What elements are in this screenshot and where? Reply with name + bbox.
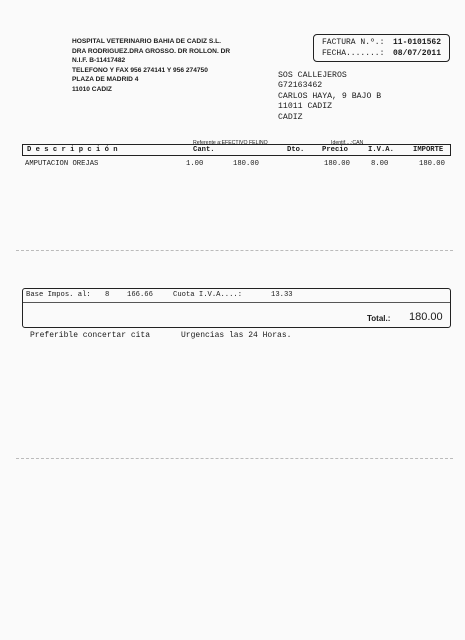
ident-value: CAN [352,140,364,146]
base-rate: 8 [105,291,110,299]
customer-street: CARLOS HAYA, 9 BAJO B [278,91,382,101]
hospital-address: PLAZA DE MADRID 4 [72,76,139,84]
customer-city-line: 11011 CADIZ [278,102,333,112]
row-cant: 1.00 [186,160,204,168]
header-dto: Dto. [287,146,305,154]
row-descripcion: AMPUTACION OREJAS [25,160,99,168]
reference-value: EFECTIVO FELINO [221,140,268,146]
footer-note-right: Urgencias las 24 Horas. [181,331,292,340]
customer-city: CADIZ [278,112,303,122]
row-iva: 8.00 [371,160,389,168]
cuota-label: Cuota I.V.A....: [173,291,243,299]
header-iva: I.V.A. [368,146,394,154]
hospital-doctors: DRA RODRIGUEZ.DRA GROSSO. DR ROLLON. DR [72,47,231,55]
table-row [22,160,451,170]
cuota-value: 13.33 [271,291,293,299]
customer-id: G72163462 [278,81,323,91]
customer-info [278,71,381,123]
separator-line [16,458,453,459]
header-precio: Precio [322,146,348,154]
separator-line [16,250,453,251]
totals-box [22,288,451,328]
header-importe: IMPORTE [413,146,444,154]
hospital-name: HOSPITAL VETERINARIO BAHIA DE CADIZ S.L. [72,38,221,45]
totals-divider [23,302,450,303]
base-label: Base Impos. al: [26,291,91,299]
hospital-info [72,37,230,95]
table-header [22,144,451,156]
hospital-phone: TELEFONO Y FAX 956 274141 Y 956 274750 [72,66,208,74]
invoice-date-label: FECHA.......: [322,49,385,58]
hospital-nif: N.I.F. B-11417482 [72,57,126,65]
hospital-city: 11010 CADIZ [72,85,112,93]
row-unit: 180.00 [233,160,259,168]
footer-note-left: Preferible concertar cita [30,331,151,340]
invoice-number-label: FACTURA N.º.: [322,38,385,47]
invoice-box [313,34,450,62]
header-cant: Cant. [193,146,215,154]
header-descripcion: D e s c r i p c i ó n [27,146,118,154]
total-value: 180.00 [409,311,443,323]
customer-name: SOS CALLEJEROS [278,71,347,80]
ident-label: Identif....: [331,140,353,146]
reference-label: Referente a: [193,140,222,146]
invoice-number: 11-0101562 [392,38,441,47]
row-precio: 180.00 [324,160,350,168]
total-label: Total.: [367,314,391,323]
row-importe: 180.00 [419,160,445,168]
invoice-date: 08/07/2011 [392,49,441,58]
base-value: 166.66 [127,291,153,299]
